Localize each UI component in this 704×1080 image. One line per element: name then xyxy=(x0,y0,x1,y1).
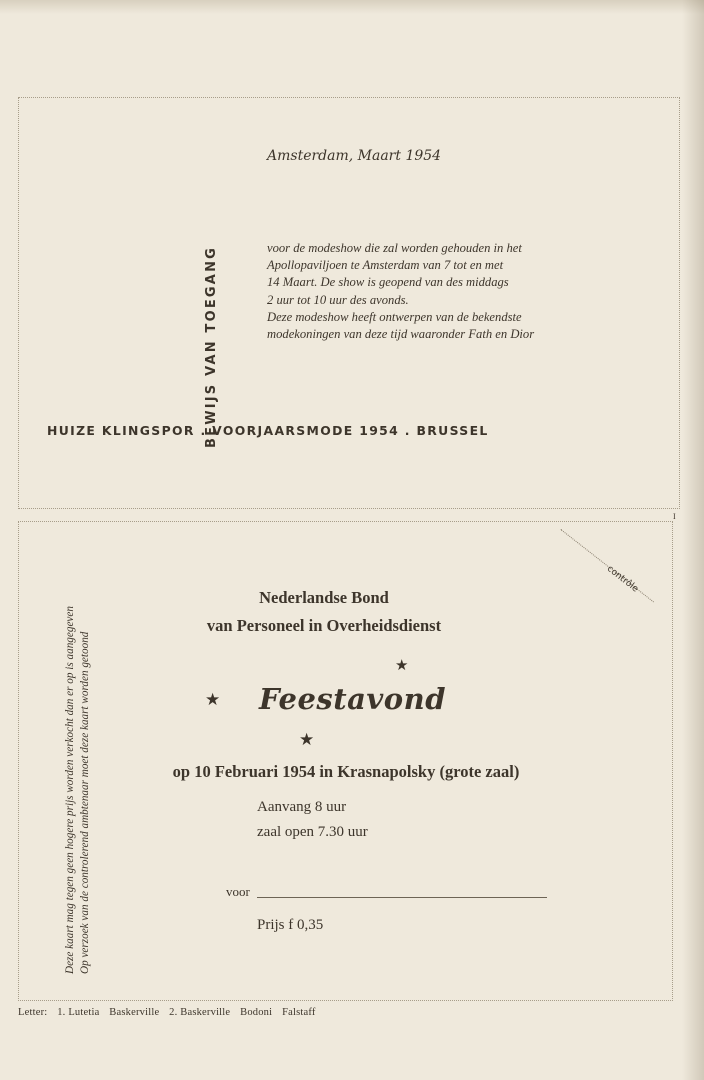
admission-ticket-card xyxy=(18,97,680,509)
typeface-footer xyxy=(18,1007,323,1018)
body-line: 14 Maart. De show is geopend van des middags xyxy=(267,275,509,290)
place-date: Amsterdam, Maart 1954 xyxy=(267,148,442,164)
ticket-side-label: BEWIJS VAN TOEGANG xyxy=(204,245,219,448)
party-ticket-card xyxy=(18,521,673,1001)
star-icon: ★ xyxy=(299,730,315,750)
star-icon: ★ xyxy=(395,656,409,674)
body-line: modekoningen van deze tijd waaronder Fath en Dior xyxy=(267,327,535,342)
ticket-body-text xyxy=(267,240,572,343)
organisation-name: Nederlandse Bond xyxy=(259,588,389,607)
body-line: voor de modeshow die zal worden gehouden in het xyxy=(267,241,522,255)
voor-label: voor xyxy=(226,884,250,899)
typeface-item: Bodoni xyxy=(240,1007,273,1018)
page-top-edge xyxy=(0,0,704,14)
star-icon: ★ xyxy=(205,690,221,710)
name-write-line xyxy=(257,897,547,899)
page-number: I xyxy=(673,512,676,521)
ticket-price: Prijs f 0,35 xyxy=(257,917,324,933)
ticket-side-note xyxy=(63,606,93,974)
typeface-item: 1. Lutetia xyxy=(57,1007,100,1018)
typeface-item: 2. Baskerville xyxy=(169,1007,231,1018)
footer-lead: Letter: xyxy=(18,1007,48,1018)
side-note-line: Op verzoek van de controlerend ambtenaar moet deze kaart worden getoond xyxy=(79,631,91,974)
page-spine-shadow xyxy=(682,0,704,1080)
body-line: 2 uur tot 10 uur des avonds. xyxy=(267,292,409,307)
event-title: Feestavond xyxy=(259,682,446,716)
fashion-house-line: HUIZE KLINGSPOR . VOORJAARSMODE 1954 . BRUSSEL xyxy=(47,423,489,438)
body-line: Apollopaviljoen te Amsterdam van 7 tot en met xyxy=(267,258,504,273)
controle-label: contrôle xyxy=(604,564,640,595)
organisation-name-2: van Personeel in Overheidsdienst xyxy=(206,616,442,635)
side-note-line: Deze kaart mag tegen geen hogere prijs worden verkocht dan er op is aangegeven xyxy=(64,606,76,974)
typeface-item: Baskerville xyxy=(109,1007,160,1018)
doors-open-time: zaal open 7.30 uur xyxy=(257,824,368,840)
start-time: Aanvang 8 uur xyxy=(257,799,347,815)
typeface-item: Falstaff xyxy=(282,1007,316,1018)
event-date: op 10 Februari 1954 in Krasnapolsky (grote zaal) xyxy=(172,762,520,781)
body-line: Deze modeshow heeft ontwerpen van de bekendste xyxy=(267,309,522,324)
controle-cut-line xyxy=(560,529,654,603)
